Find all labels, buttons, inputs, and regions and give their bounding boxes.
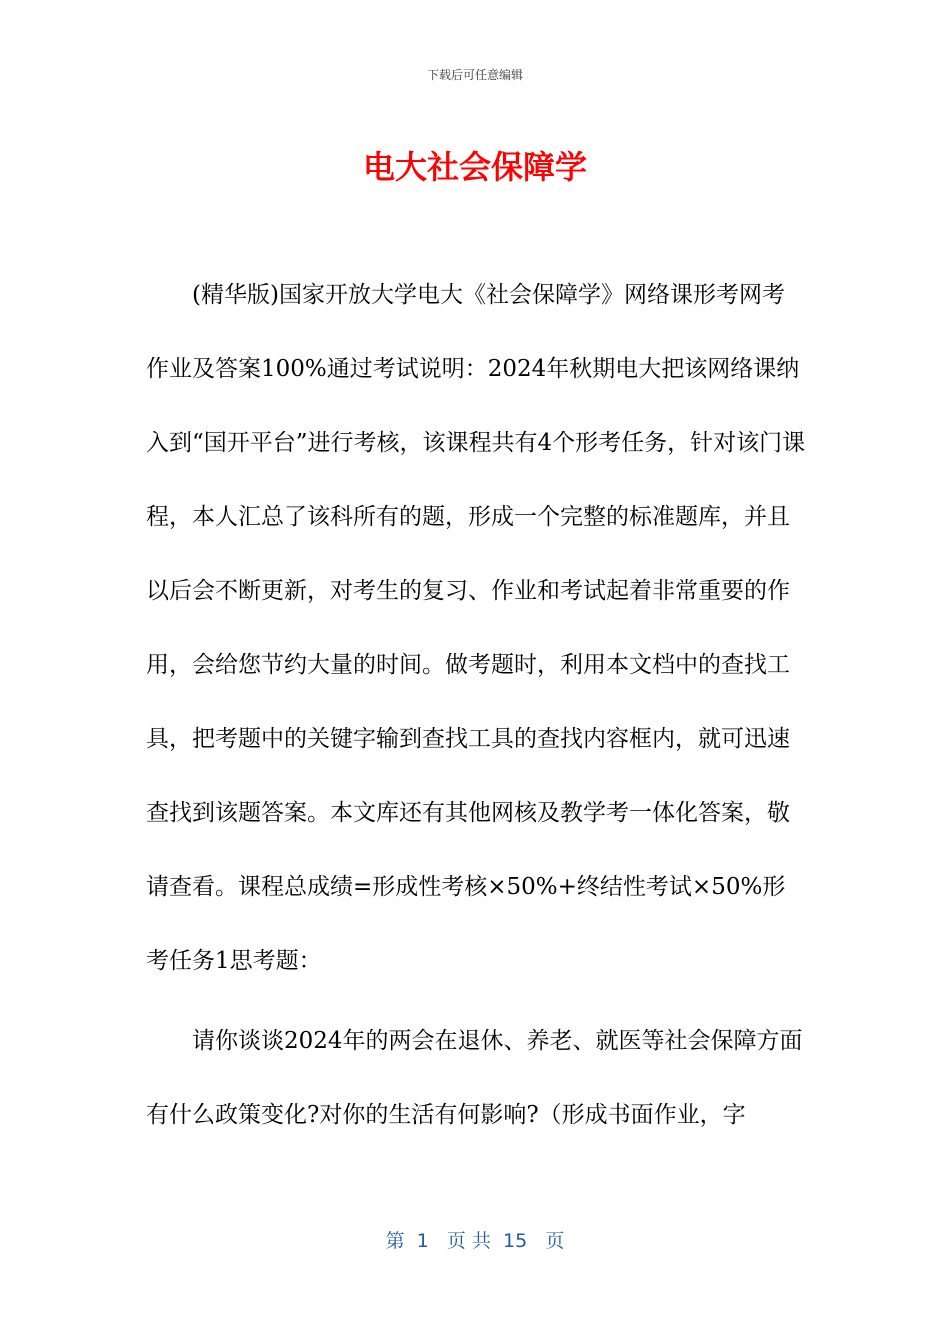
body-paragraph-question: 请你谈谈2024年的两会在退休、养老、就医等社会保障方面有什么政策变化?对你的生活有何影响?（形成书面作业，字 xyxy=(146,1028,803,1128)
header-note: 下载后可任意编辑 xyxy=(426,68,523,82)
body-paragraph-intro: (精华版)国家开放大学电大《社会保障学》网络课形考网考作业及答案100%通过考试说明：2024年秋期电大把该网络课纳入到“国开平台”进行考核，该课程共有4个形考任务，针对该门课程，本人汇总了该科所有的题，形成一个完整的标准题库，并且以后会不断更新，对考生的复习、作业和考试起着非常重要的作用，会给您节约大量的时间。做考题时，利用本文档中的查找工具，把考题中的关键字输到查找工具的查找内容框内，就可迅速查找到该题答案。本文库还有其他网核及教学考一体化答案，敬请查看。课程总成绩=形成性考核×50%+终结性考试×50%形考任务1思考题： xyxy=(146,282,806,974)
document-title: 电大社会保障学 xyxy=(362,148,587,186)
page-number-footer: 第 1 页 共 15 页 xyxy=(385,1230,565,1252)
